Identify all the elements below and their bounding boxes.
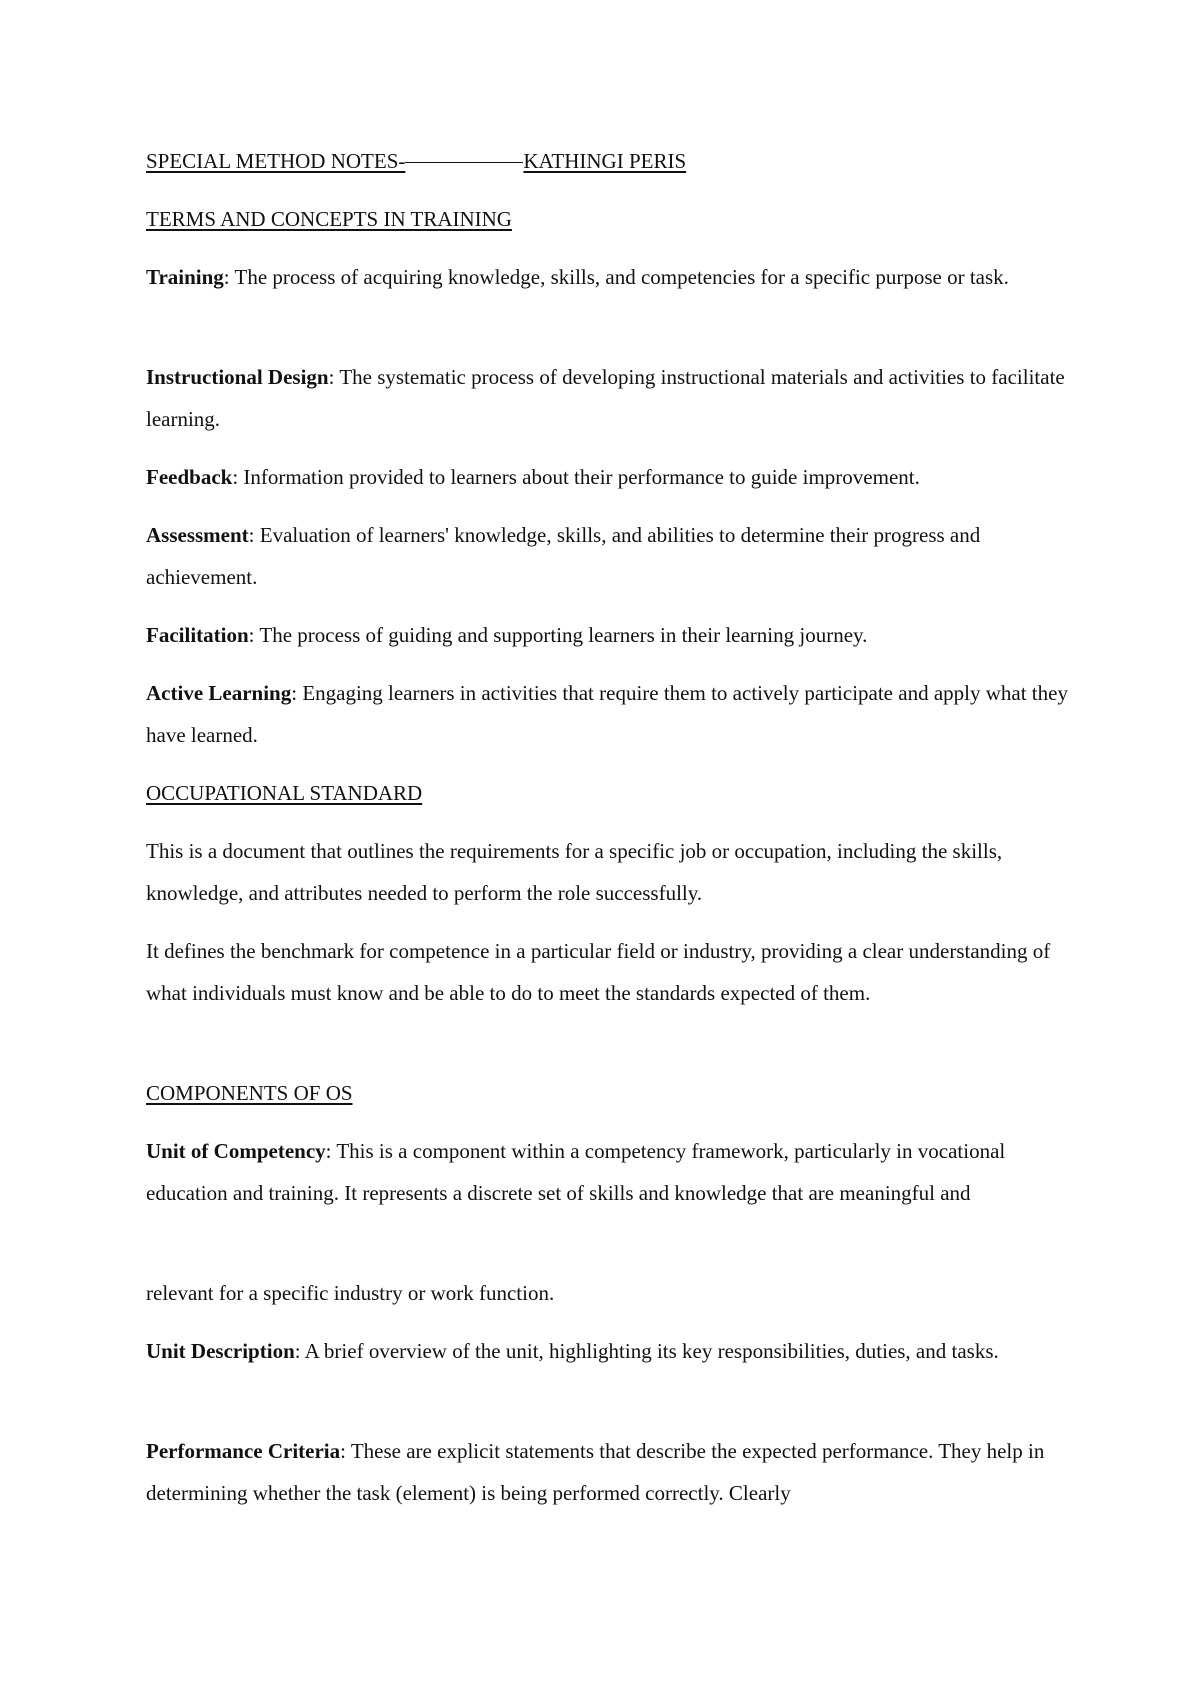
term-instructional-design [146,356,1076,440]
term-definition: : These are explicit statements that describe the expected performance. They help in determining whether the task (element) is being performed correctly. Clearly [146,1439,1045,1505]
os-paragraph: It defines the benchmark for competence in a particular field or industry, providing a clear understanding of what individuals must know and be able to do to meet the standards expected of them. [146,939,1051,1005]
term-label: Training [146,265,224,289]
heading-text: TERMS AND CONCEPTS IN TRAINING [146,207,512,231]
heading-text: OCCUPATIONAL STANDARD [146,781,423,805]
term-label: Feedback [146,465,233,489]
term-label: Facilitation [146,623,249,647]
section-heading-components [146,1072,1076,1114]
term-label: Instructional Design [146,365,329,389]
heading-text: COMPONENTS OF OS [146,1081,353,1105]
document-header [146,140,1076,182]
section-heading-occupational-standard [146,772,1076,814]
term-definition: : Engaging learners in activities that require them to actively participate and apply what they have learned. [146,681,1068,747]
term-definition: : Evaluation of learners' knowledge, skills, and abilities to determine their progress and achievement. [146,523,981,589]
component-continuation [146,1272,1076,1314]
header-title: SPECIAL METHOD NOTES- [146,149,406,173]
term-label: Active Learning [146,681,292,705]
term-definition: : This is a component within a competency framework, particularly in vocational education and training. It represents a discrete set of skills and knowledge that are meaningful and [146,1139,1006,1205]
section-heading-terms [146,198,1076,240]
term-feedback [146,456,1076,498]
term-definition: : The systematic process of developing instructional materials and activities to facilitate learning. [146,365,1065,431]
term-definition: : The process of acquiring knowledge, skills, and competencies for a specific purpose or task. [223,265,1009,289]
term-label: Performance Criteria [146,1439,341,1463]
term-definition: : The process of guiding and supporting learners in their learning journey. [248,623,868,647]
component-performance-criteria [146,1430,1076,1514]
term-label: Unit Description [146,1339,295,1363]
term-label: Assessment [146,523,249,547]
term-facilitation [146,614,1076,656]
component-unit-of-competency [146,1130,1076,1214]
term-active-learning [146,672,1076,756]
term-definition: relevant for a specific industry or work function. [146,1281,555,1305]
term-definition: : Information provided to learners about their performance to guide improvement. [232,465,920,489]
os-paragraph: This is a document that outlines the requirements for a specific job or occupation, including the skills, knowledge, and attributes needed to perform the role successfully. [146,839,1003,905]
header-underline-gap [405,162,523,163]
term-label: Unit of Competency [146,1139,326,1163]
term-definition: : A brief overview of the unit, highlighting its key responsibilities, duties, and tasks. [294,1339,999,1363]
term-assessment [146,514,1076,598]
component-unit-description [146,1330,1076,1372]
term-training [146,256,1076,298]
header-author: KATHINGI PERIS [523,149,687,173]
